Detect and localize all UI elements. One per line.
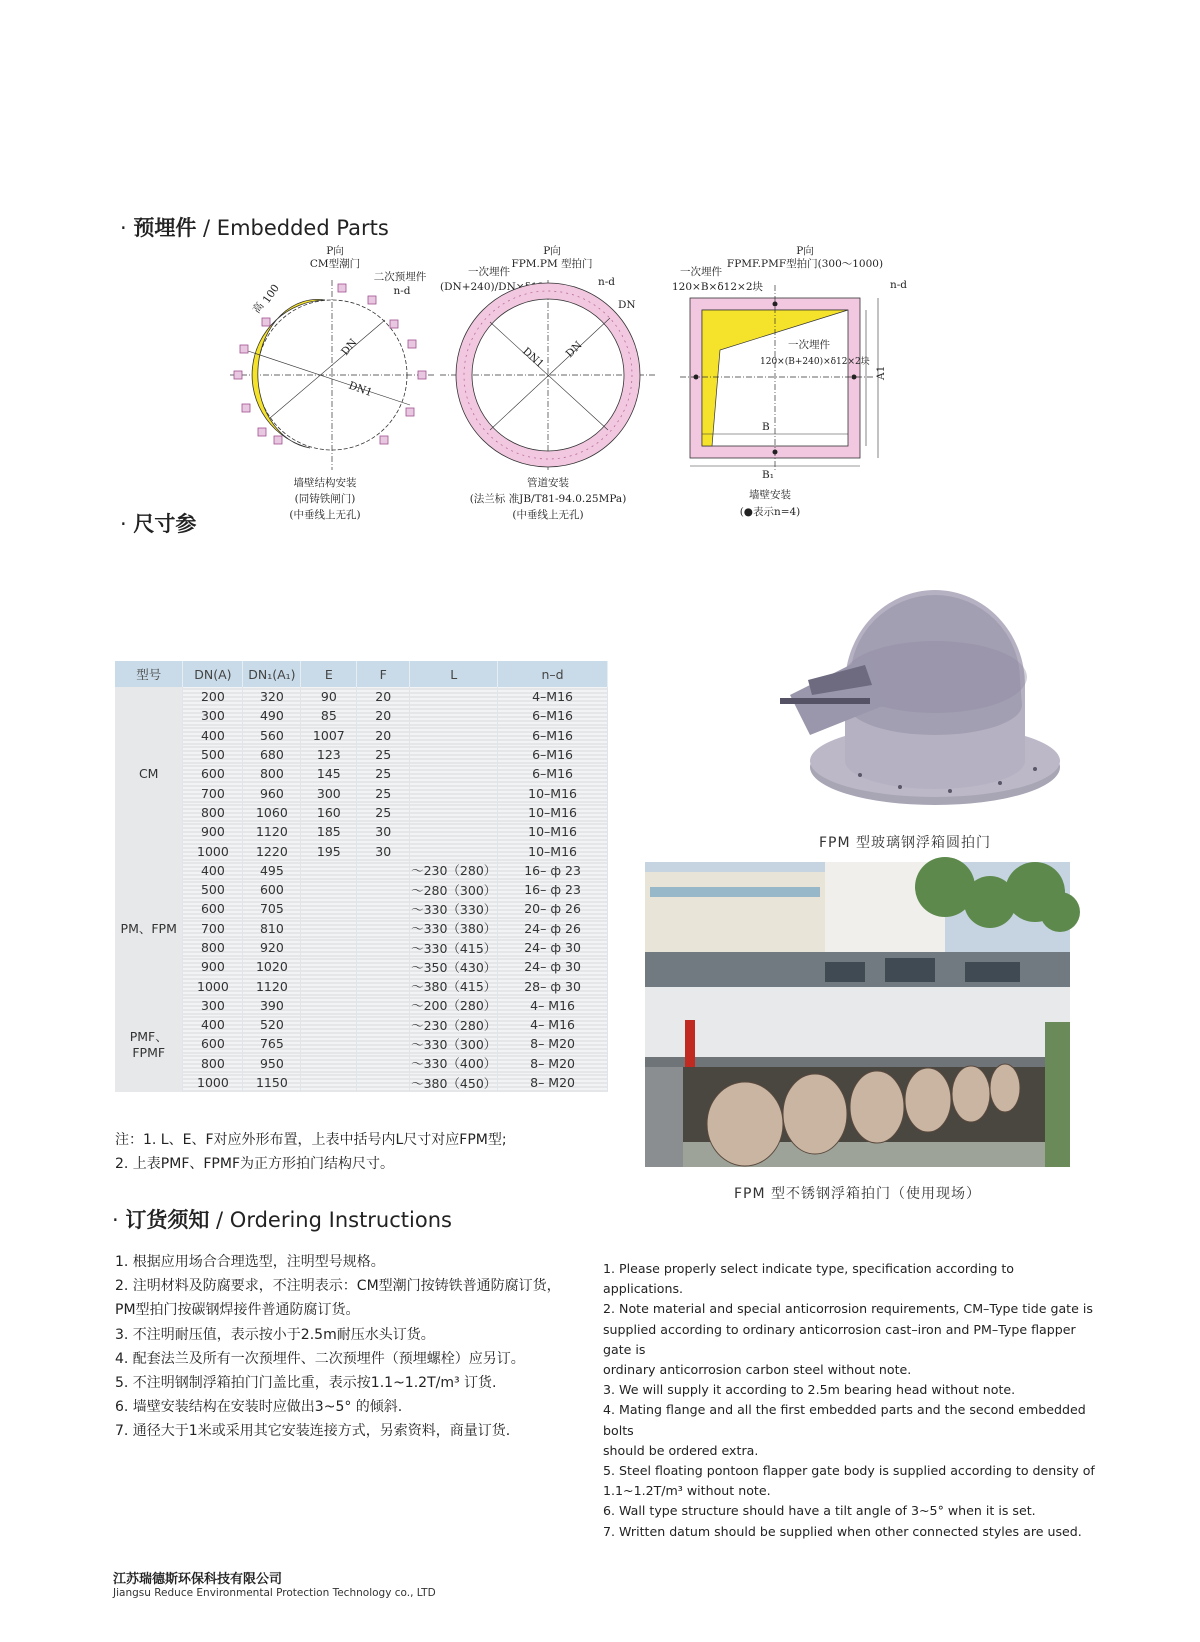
table-cell: 950 [243,1054,301,1073]
table-cell: 520 [243,1015,301,1034]
table-cell: 24– ф 30 [498,938,608,957]
table-cell: 1007 [301,726,357,745]
table-cell: 1020 [243,957,301,976]
table-cell: 1000 [183,841,243,860]
table-cell: 25 [357,745,410,764]
note-line-1: 注：1. L、E、F对应外形布置，上表中括号内L尺寸对应FPM型; [115,1132,507,1148]
ordering-en-item: 5. Steel floating pontoon flapper gate body is supplied according to density of [603,1463,1095,1479]
table-cell [357,1073,410,1092]
svg-text:FPM.PM 型拍门: FPM.PM 型拍门 [511,258,593,270]
spec-table-body [115,687,608,1092]
table-cell: 900 [183,822,243,841]
svg-text:高: 高 [250,300,267,316]
ordering-zh-item: PM型拍门按碳钢焊接件普通防腐订货。 [115,1302,360,1319]
svg-text:B: B [762,421,770,433]
table-cell: 600 [243,880,301,899]
table-cell: 490 [243,706,301,725]
svg-text:墙壁结构安装: 墙壁结构安装 [293,477,357,489]
table-row [115,822,608,841]
svg-text:一次埋件: 一次埋件 [468,266,510,278]
table-cell [301,957,357,976]
header-dn1: DN₁(A₁) [243,661,301,687]
ordering-zh-item: 7. 通径大于1米或采用其它安装连接方式，另索资料，商量订货. [115,1423,511,1440]
table-cell: 20 [357,687,410,706]
svg-text:二次预埋件: 二次预埋件 [373,271,427,283]
table-cell: 1120 [243,976,301,995]
table-cell [301,1054,357,1073]
table-cell: 123 [301,745,357,764]
table-cell: 765 [243,1034,301,1053]
table-cell: 600 [183,899,243,918]
table-cell: 24– ф 26 [498,919,608,938]
svg-text:(同铸铁闸门): (同铸铁闸门) [294,493,356,505]
table-row [115,783,608,802]
photo-caption-2: FPM 型不锈钢浮箱拍门（使用现场） [733,1186,982,1202]
ordering-en-item: should be ordered extra. [603,1442,759,1458]
svg-text:FPMF.PMF型拍门(300～1000): FPMF.PMF型拍门(300～1000) [726,258,884,270]
svg-text:DN: DN [618,299,636,311]
header-dn: DN(A) [183,661,243,687]
ordering-zh-item: 1. 根据应用场合合理选型，注明型号规格。 [115,1254,385,1270]
table-cell: 300 [183,996,243,1015]
header-nd: n–d [498,661,608,687]
table-cell: 20 [357,706,410,725]
table-cell: 8– M20 [498,1073,608,1092]
note-line-2: 2. 上表PMF、FPMF为正方形拍门结构尺寸。 [115,1156,395,1172]
svg-text:120×(B+240)×δ12×2块: 120×(B+240)×δ12×2块 [760,357,870,367]
table-cell: 400 [183,726,243,745]
table-cell [301,976,357,995]
table-cell: 30 [357,841,410,860]
table-cell: 1220 [243,841,301,860]
table-cell: ～380（415） [410,976,498,995]
table-cell: ～230（280） [410,1015,498,1034]
table-cell: 1120 [243,822,301,841]
table-cell: ～230（280） [410,861,498,880]
table-row [115,1034,608,1053]
table-cell [301,1015,357,1034]
table-cell: 4– M16 [498,996,608,1015]
svg-text:DN1: DN1 [519,345,547,371]
table-cell [357,861,410,880]
svg-text:(法兰标 准JB/T81-94.0.25MPa): (法兰标 准JB/T81-94.0.25MPa) [469,493,627,505]
table-cell: 920 [243,938,301,957]
table-cell: 8– M20 [498,1054,608,1073]
table-cell: ～330（330） [410,899,498,918]
header-f: F [357,661,410,687]
svg-text:DN: DN [339,336,360,358]
svg-text:A1: A1 [875,365,887,380]
table-cell: 25 [357,783,410,802]
table-row [115,1054,608,1073]
table-cell: 800 [243,764,301,783]
header-e: E [301,661,357,687]
table-cell: ～330（300） [410,1034,498,1053]
section-title-embedded: · 预埋件 / Embedded Parts [120,216,389,240]
svg-text:DN1: DN1 [346,379,374,400]
table-cell: 28– ф 30 [498,976,608,995]
svg-text:n-d: n-d [393,285,411,297]
table-cell [301,919,357,938]
ordering-en-item: 4. Mating flange and all the first embedded parts and the second embedded bolts [603,1402,1086,1438]
svg-text:P向: P向 [543,245,561,257]
table-cell: 4– M16 [498,1015,608,1034]
table-cell: 6–M16 [498,726,608,745]
svg-text:一次埋件: 一次埋件 [788,339,830,351]
table-row [115,1015,608,1034]
table-cell [357,1034,410,1053]
ordering-zh-item: 5. 不注明钢制浮箱拍门门盖比重，表示按1.1~1.2T/m³ 订货. [115,1375,497,1392]
ordering-en-item: supplied according to ordinary anticorrosion cast–iron and PM–Type flapper gate is [603,1321,1076,1357]
ordering-en-item: 6. Wall type structure should have a tilt angle of 3~5° when it is set. [603,1503,1036,1519]
model-cell: PMF、FPMF [115,996,183,1092]
table-cell [301,938,357,957]
table-row [115,880,608,899]
svg-text:100: 100 [260,282,282,306]
table-cell: 500 [183,880,243,899]
table-cell: 800 [183,803,243,822]
table-cell: 1060 [243,803,301,822]
table-cell: 500 [183,745,243,764]
table-cell [301,996,357,1015]
table-row [115,919,608,938]
svg-text:(中垂线上无孔): (中垂线上无孔) [512,509,584,521]
table-cell: 10–M16 [498,803,608,822]
ordering-list-en [603,1259,1098,1542]
table-cell [357,1015,410,1034]
table-cell: 960 [243,783,301,802]
svg-text:DN: DN [563,339,585,361]
table-cell: 90 [301,687,357,706]
table-cell: 25 [357,803,410,822]
ordering-en-item: 1.1~1.2T/m³ without note. [603,1483,771,1499]
table-cell: 560 [243,726,301,745]
table-cell: 160 [301,803,357,822]
table-cell: 705 [243,899,301,918]
table-row [115,841,608,860]
model-cell: PM、FPM [115,861,183,996]
table-cell [357,976,410,995]
table-cell [410,783,498,802]
table-row [115,687,608,706]
table-row [115,938,608,957]
svg-text:(DN+240)/DN×δ12: (DN+240)/DN×δ12 [440,281,545,293]
header-model: 型号 [115,661,183,687]
table-cell [410,841,498,860]
table-cell [410,687,498,706]
svg-text:P向: P向 [326,245,344,257]
svg-text:CM型潮门: CM型潮门 [309,258,361,270]
ordering-en-item: ordinary anticorrosion carbon steel without note. [603,1362,912,1378]
table-cell [357,996,410,1015]
table-cell: 24– ф 30 [498,957,608,976]
table-cell: 4–M16 [498,687,608,706]
table-cell: 6–M16 [498,764,608,783]
ordering-list-zh [115,1250,585,1444]
ordering-en-item: 7. Written datum should be supplied when other connected styles are used. [603,1523,1082,1539]
ordering-zh-item: 4. 配套法兰及所有一次预埋件、二次预埋件（预埋螺栓）应另订。 [115,1350,525,1367]
table-cell: 10–M16 [498,841,608,860]
table-cell: ～330（415） [410,938,498,957]
table-cell: 195 [301,841,357,860]
table-cell: 300 [183,706,243,725]
svg-text:墙壁安装: 墙壁安装 [749,489,791,501]
table-cell: 600 [183,1034,243,1053]
svg-text:管道安装: 管道安装 [527,477,569,489]
table-cell: 700 [183,919,243,938]
table-cell [410,745,498,764]
spec-table [115,661,608,1092]
table-cell: 10–M16 [498,783,608,802]
table-row [115,745,608,764]
photo-caption-1: FPM 型玻璃钢浮箱圆拍门 [818,835,992,851]
diagram-square-wall-install [672,240,940,530]
table-cell: 680 [243,745,301,764]
table-cell [357,919,410,938]
table-notes [115,1128,507,1176]
model-cell: CM [115,687,183,861]
table-cell: 900 [183,957,243,976]
table-cell [301,861,357,880]
table-row [115,976,608,995]
ordering-zh-item: 2. 注明材料及防腐要求，不注明表示：CM型潮门按铸铁普通防腐订货， [115,1278,561,1295]
table-row [115,861,608,880]
table-cell [357,1054,410,1073]
table-cell: 700 [183,783,243,802]
svg-text:n-d: n-d [598,276,616,288]
table-cell: 1150 [243,1073,301,1092]
photo-fpm-round-flapper-gate [750,585,1060,815]
table-cell: 20– ф 26 [498,899,608,918]
table-cell [301,1073,357,1092]
table-cell: 300 [301,783,357,802]
table-row [115,899,608,918]
table-cell [301,1034,357,1053]
spec-table-header [115,661,608,687]
svg-text:B₁: B₁ [762,469,774,481]
table-cell: 6–M16 [498,706,608,725]
table-cell [357,899,410,918]
svg-text:一次埋件: 一次埋件 [680,266,722,278]
table-cell: 25 [357,764,410,783]
svg-text:120×B×δ12×2块: 120×B×δ12×2块 [672,281,764,293]
table-cell [301,880,357,899]
table-cell: 16– ф 23 [498,861,608,880]
table-row [115,1073,608,1092]
table-cell: ～280（300） [410,880,498,899]
section-title-ordering: · 订货须知 / Ordering Instructions [112,1208,452,1232]
table-row [115,957,608,976]
table-cell: ～330（380） [410,919,498,938]
table-cell [357,938,410,957]
table-cell: 800 [183,1054,243,1073]
svg-text:P向: P向 [796,245,814,257]
table-cell: 145 [301,764,357,783]
table-cell [410,726,498,745]
table-row [115,803,608,822]
diagram-cm-wall-install [230,240,450,530]
table-cell [357,957,410,976]
section-title-size-reference: · 尺寸参 [120,512,197,536]
table-cell: ～200（280） [410,996,498,1015]
table-cell: 390 [243,996,301,1015]
table-row [115,726,608,745]
table-cell: 1000 [183,976,243,995]
photo-fpm-stainless-site [645,862,1070,1167]
table-cell: 495 [243,861,301,880]
ordering-zh-item: 3. 不注明耐压值，表示按小于2.5m耐压水头订货。 [115,1326,435,1343]
ordering-en-item: 2. Note material and special anticorrosion requirements, CM–Type tide gate is [603,1301,1093,1317]
table-cell: 810 [243,919,301,938]
ordering-en-item: 3. We will supply it according to 2.5m bearing head without note. [603,1382,1016,1398]
table-cell [410,822,498,841]
table-cell: 1000 [183,1073,243,1092]
table-cell [357,880,410,899]
table-cell: ～380（450） [410,1073,498,1092]
table-cell: 200 [183,687,243,706]
ordering-en-item: 1. Please properly select indicate type, specification according to applications. [603,1261,1014,1297]
footer [113,1568,436,1599]
table-cell: 185 [301,822,357,841]
table-cell [301,899,357,918]
table-row [115,764,608,783]
table-cell [410,764,498,783]
table-cell: 8– M20 [498,1034,608,1053]
table-cell [410,803,498,822]
company-name-en: Jiangsu Reduce Environmental Protection Technology co., LTD [113,1587,436,1599]
table-row [115,706,608,725]
table-cell: ～330（400） [410,1054,498,1073]
ordering-zh-item: 6. 墙壁安装结构在安装时应做出3~5° 的倾斜. [115,1399,403,1416]
company-name-zh: 江苏瑞德斯环保科技有限公司 [113,1572,283,1587]
header-l: L [410,661,498,687]
table-cell: 800 [183,938,243,957]
table-cell: 10–M16 [498,822,608,841]
table-row [115,996,608,1015]
table-cell: ～350（430） [410,957,498,976]
table-cell: 16– ф 23 [498,880,608,899]
table-cell: 400 [183,861,243,880]
svg-text:(●表示n=4): (●表示n=4) [739,506,801,518]
table-cell: 20 [357,726,410,745]
table-cell: 85 [301,706,357,725]
table-cell: 6–M16 [498,745,608,764]
svg-text:n-d: n-d [890,279,908,291]
diagram-pipe-install [440,240,660,530]
table-cell: 320 [243,687,301,706]
table-cell: 400 [183,1015,243,1034]
table-cell: 30 [357,822,410,841]
table-cell: 600 [183,764,243,783]
table-cell [410,706,498,725]
svg-text:(中垂线上无孔): (中垂线上无孔) [289,509,361,521]
